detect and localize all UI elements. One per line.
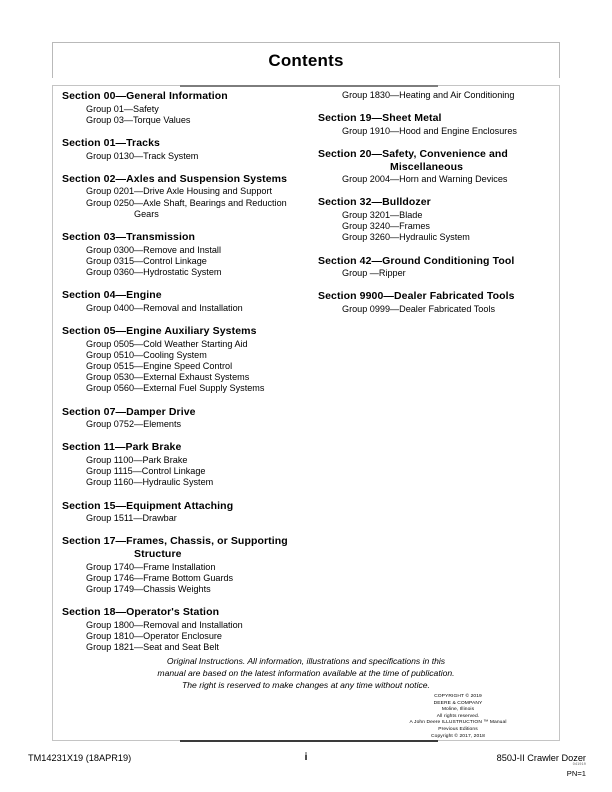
toc-group-entry[interactable]: Group 1810—Operator Enclosure (86, 631, 222, 641)
toc-section-title[interactable]: Section 17—Frames, Chassis, or Supporting Structure (72, 535, 312, 560)
toc-section (318, 112, 558, 137)
toc-section-title[interactable]: Section 19—Sheet Metal (318, 112, 442, 125)
copyright-line-3: Moline, Illinois (441, 707, 475, 713)
toc-section-title-continuation: Structure (134, 548, 182, 560)
toc-section (62, 289, 312, 314)
footer-page-number: i (304, 752, 308, 763)
original-instructions-note (120, 655, 492, 692)
legal-line-1: Original Instructions. All information, illustrations and specifications in this (166, 656, 446, 666)
toc-group-entry[interactable]: Group 0510—Cooling System (86, 349, 207, 360)
copyright-line-5: A John Deere ILLUSTRUCTION ™ Manual (409, 720, 507, 726)
footer-manual-number: TM14231X19 (18APR19) (28, 753, 132, 763)
copyright-line-2: DEERE & COMPANY (433, 700, 483, 706)
toc-group-entry[interactable]: Group 1830—Heating and Air Conditioning (342, 90, 515, 100)
toc-section-title[interactable]: Section 20—Safety, Convenience and Miscellaneous (328, 148, 558, 173)
page-title: Contents (268, 51, 344, 70)
toc-section-title[interactable]: Section 42—Ground Conditioning Tool (318, 254, 515, 267)
toc-group-entry[interactable]: Group 1160—Hydraulic System (86, 477, 214, 488)
toc-section (62, 606, 312, 653)
toc-section (318, 90, 558, 101)
toc-group-entry[interactable]: Group 0201—Drive Axle Housing and Support (86, 186, 273, 197)
toc-group-entry[interactable]: Group 1910—Hood and Engine Enclosures (342, 125, 517, 136)
toc-section-title[interactable]: Section 05—Engine Auxiliary Systems (62, 325, 257, 337)
toc-group-entry[interactable]: Group 1800—Removal and Installation (86, 619, 243, 630)
toc-section-title[interactable]: Section 15—Equipment Attaching (62, 499, 234, 512)
frame-top-accent-rule (180, 85, 438, 87)
table-of-contents (52, 90, 560, 653)
toc-group-entry[interactable]: Group 0560—External Fuel Supply Systems (86, 383, 265, 394)
toc-section-title-continuation: Miscellaneous (390, 160, 464, 173)
toc-group-entry[interactable]: Group 0515—Engine Speed Control (86, 361, 233, 371)
toc-group-entry[interactable]: Group 3240—Frames (342, 221, 430, 232)
toc-group-entry[interactable]: Group 0315—Control Linkage (86, 255, 207, 266)
toc-group-entry[interactable]: Group 0300—Remove and Install (86, 244, 221, 255)
toc-group-entry[interactable]: Group 01—Safety (86, 103, 159, 114)
toc-group-entry[interactable]: Group 3260—Hydraulic System (342, 232, 470, 243)
toc-section (62, 500, 312, 525)
copyright-line-6: Previous Editions (438, 726, 478, 732)
toc-group-entry[interactable]: Group 0530—External Exhaust Systems (86, 372, 250, 383)
contents-header-box (52, 42, 560, 78)
toc-group-entry[interactable]: Group 1115—Control Linkage (86, 466, 206, 477)
toc-section (318, 196, 558, 243)
toc-section-title[interactable]: Section 02—Axles and Suspension Systems (62, 172, 288, 185)
toc-section-title[interactable]: Section 03—Transmission (62, 231, 196, 243)
toc-section (318, 255, 558, 280)
toc-section (318, 290, 558, 315)
toc-group-entry[interactable]: Group 0250—Axle Shaft, Bearings and Reduction (86, 197, 287, 208)
toc-group-entry[interactable]: Group 0752—Elements (86, 419, 182, 430)
toc-section-title[interactable]: Section 11—Park Brake (62, 441, 182, 454)
toc-section-title[interactable]: Section 07—Damper Drive (62, 405, 196, 418)
toc-group-entry[interactable]: Group 1740—Frame Installation (86, 561, 216, 572)
copyright-line-4: All rights reserved. (436, 713, 480, 719)
copyright-line-7: Copyright © 2017, 2018 (431, 733, 485, 739)
toc-section-title[interactable]: Section 04—Engine (62, 289, 162, 302)
toc-section (62, 231, 312, 278)
copyright-line-1: COPYRIGHT © 2019 (434, 694, 482, 699)
toc-section (62, 406, 312, 431)
footer-revision-code: 041919 (572, 762, 586, 766)
toc-group-entry[interactable]: Group 1746—Frame Bottom Guards (86, 572, 234, 583)
toc-section (62, 441, 312, 488)
footer-machine-model: 850J-II Crawler Dozer (496, 753, 586, 763)
toc-group-entry[interactable]: Group 0130—Track System (86, 150, 199, 161)
toc-group-entry[interactable]: Group 0360—Hydrostatic System (86, 267, 222, 277)
toc-group-entry[interactable]: Group 2004—Horn and Warning Devices (342, 174, 508, 185)
legal-line-2: manual are based on the latest information available at the time of publication. (157, 668, 455, 679)
toc-section-title[interactable]: Section 9900—Dealer Fabricated Tools (318, 290, 515, 303)
toc-left-column (62, 90, 312, 664)
toc-section-title[interactable]: Section 01—Tracks (62, 137, 160, 149)
toc-group-entry[interactable]: Group 1821—Seat and Seat Belt (86, 642, 219, 653)
toc-group-entry[interactable]: Group 0505—Cold Weather Starting Aid (86, 338, 248, 349)
toc-section (62, 137, 312, 162)
frame-bottom-accent-rule (180, 740, 438, 742)
toc-group-entry[interactable]: Group 03—Torque Values (86, 114, 191, 125)
toc-section-title[interactable]: Section 00—General Information (62, 90, 228, 102)
toc-group-entry[interactable]: Group —Ripper (342, 268, 406, 279)
toc-group-entry[interactable]: Group 0999—Dealer Fabricated Tools (342, 303, 495, 314)
toc-group-continuation: Gears (134, 208, 159, 219)
toc-section-title[interactable]: Section 18—Operator's Station (62, 606, 220, 619)
toc-section-title[interactable]: Section 32—Bulldozer (318, 196, 431, 209)
toc-group-entry[interactable]: Group 1749—Chassis Weights (86, 584, 211, 594)
toc-section (62, 325, 312, 395)
toc-group-entry[interactable]: Group 3201—Blade (342, 209, 423, 220)
toc-section (62, 90, 312, 126)
copyright-block (388, 694, 528, 740)
footer-pn-label: PN=1 (566, 769, 586, 778)
toc-group-entry[interactable]: Group 1100—Park Brake (86, 455, 188, 465)
legal-line-3: The right is reserved to make changes at any time without notice. (182, 680, 430, 691)
toc-right-column (318, 90, 558, 326)
toc-section (318, 148, 558, 185)
toc-group-entry[interactable]: Group 1511—Drawbar (86, 513, 177, 524)
toc-group-entry[interactable]: Group 0400—Removal and Installation (86, 302, 243, 313)
toc-section (62, 173, 312, 220)
toc-section (62, 535, 312, 595)
